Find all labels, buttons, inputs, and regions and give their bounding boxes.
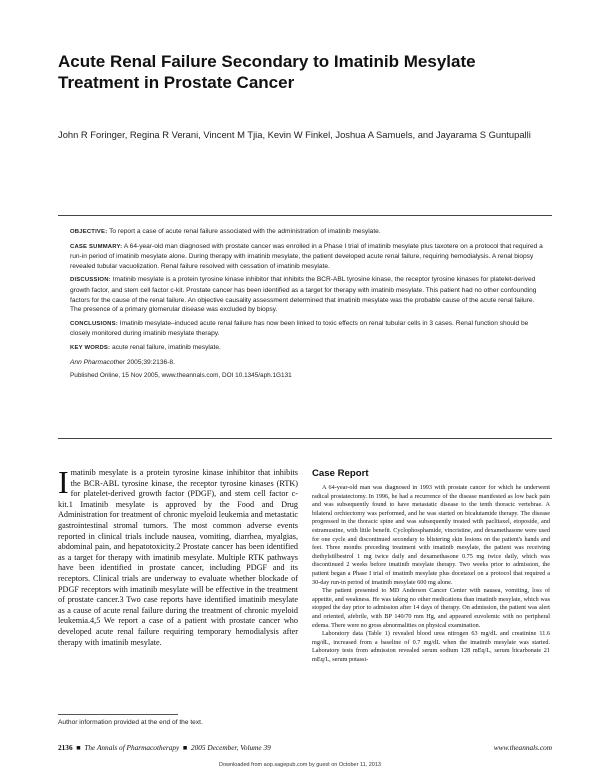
intro-text: matinib mesylate is a protein tyrosine kinase inhibitor that inhibits the BCR-ABL tyrosine kinase, the receptor tyrosine kinases (RTK) for platelet-derived growth factor (PDGF), and stem cell factor c-kit.1 Imatinib mesylate is approved by the Food and Drug Administration for treatment of chronic myeloid leukemia and metastatic gastrointestinal stromal tumors. The most common adverse events reported in clinical trials include nausea, vomiting, diarrhea, myalgias, abdominal pain, and hepatotoxicity.2 Prostate cancer has been identified as a target for therapy with imatinib mesylate. Multiple RTK pathways have been identified in prostate cancer, including PDGF and its receptors. Clinical trials are underway to evaluate whether blockade of PDGF receptors with imatinib mesylate will be effective in the treatment of prostate cancer.3 Two case reports have identified imatinib mesylate as a cause of acute renal failure during the treatment of chronic myeloid leukemia.4,5 We report a case of a patient with prostate cancer who developed acute renal failure requiring temporary hemodialysis after therapy with imatinib mesylate.: [58, 468, 298, 647]
abstract-conclusions: [70, 319, 544, 339]
discussion-label: DISCUSSION:: [70, 277, 111, 284]
case-report-heading: Case Report: [312, 468, 369, 479]
conclusions-text: Imatinib mesylate–induced acute renal failure has now been linked to toxic effects on renal tubular cells in 3 cases. Renal function should be closely monitored during imatinib mesylate therapy.: [70, 319, 529, 338]
abstract-case-summary: [70, 242, 544, 272]
published-online: Published Online, 15 Nov 2005, www.theannals.com, DOI 10.1345/aph.1G131: [70, 372, 292, 380]
objective-text: To report a case of acute renal failure associated with the administration of imatinib mesylate.: [109, 228, 381, 235]
case-report-paragraph-1: A 64-year-old man was diagnosed in 1993 with prostate cancer for which he underwent radical prostatectomy. In 1996, he had a recurrence of the disease manifested as low back pain and was subsequently found to have metastatic disease to the tenth thoracic vertebrae. A bilateral orchiectomy was performed, and he was started on bicalutamide therapy. The disease progressed in the thoracic spine and was subsequently treated with paclitaxel, etoposide, and estramustine, with little benefit. Cyclophosphamide, vincristine, and dexamethasone were used for one cycle and discontinued secondary to blistering skin lesions on the patient's hands and feet. Three months preceding treatment with imatinib mesylate, the patient was receiving diethylstilbestrol 1 mg twice daily and dexamethasone 0.75 mg twice daily, which was discontinued 2 weeks before imatinib mesylate therapy. Two weeks prior to admission, the patient began a Phase I trial of imatinib mesylate plus docetaxel on a protocol that required a 30-day run-in period of imatinib mesylate 600 mg alone.: [312, 484, 550, 586]
case-report-paragraph-3: Laboratory data (Table 1) revealed blood urea nitrogen 63 mg/dL and creatinine 11.6 mg/dL, increased from a baseline of 0.7 mg/dL when the imatinib mesylate was started. Laboratory tests from admission revealed serum sodium 128 mEq/L, serum bicarbonate 21 mEq/L, serum potassi-: [312, 630, 550, 663]
case-report-column: [312, 468, 550, 664]
discussion-text: Imatinib mesylate is a protein tyrosine kinase inhibitor that inhibits the BCR-ABL tyrosine kinase, the receptor tyrosine kinases for platelet-derived growth factor, and stem cell factor c-kit. Prostate cancer has been identified as a target for therapy with imatinib mesylate. This patient had no other confounding factors for the cause of the renal failure. An objective causality assessment determined that imatinib mesylate was the probable cause of the acute renal failure. The presence of a primary glomerular disease was excluded by biopsy.: [70, 276, 537, 314]
author-note: Author information provided at the end of the text.: [58, 719, 203, 726]
conclusions-label: CONCLUSIONS:: [70, 320, 118, 327]
page-number: 2136: [58, 743, 73, 752]
keywords-label: KEY WORDS:: [70, 344, 111, 351]
divider-top: [58, 215, 552, 216]
abstract-discussion: [70, 275, 544, 314]
objective-label: OBJECTIVE:: [70, 229, 108, 235]
author-list: John R Foringer, Regina R Verani, Vincent M Tjia, Kevin W Finkel, Joshua A Samuels, and Jayarama S Guntupalli: [58, 129, 531, 140]
citation: [70, 358, 544, 368]
download-notice: Downloaded from aop.sagepub.com by guest on October 11, 2013: [219, 762, 381, 768]
journal-issue: 2005 December, Volume 39: [190, 743, 271, 752]
drop-cap: I: [58, 464, 69, 500]
article-title: Acute Renal Failure Secondary to Imatinib Mesylate Treatment in Prostate Cancer: [58, 52, 476, 92]
citation-ref: 2005;39:2136-8.: [126, 358, 175, 366]
citation-journal: Ann Pharmacother: [70, 358, 125, 366]
footnote-divider: [58, 714, 178, 715]
abstract: [70, 227, 544, 385]
intro-column: [58, 464, 298, 648]
journal-site[interactable]: www.theannals.com: [493, 743, 552, 752]
abstract-objective: [70, 227, 544, 238]
abstract-keywords: [70, 343, 544, 354]
case-report-paragraph-2: The patient presented to MD Anderson Cancer Center with nausea, vomiting, loss of appetite, and weakness. He was taking no other medications than imatinib mesylate, which was stopped the day prior to admission after 14 days of therapy. On admission, the patient was alert and oriented, afebrile, with BP 140/70 mm Hg, and appeared euvolemic with no peripheral edema. There were no gross abnormalities on physical examination.: [312, 587, 550, 629]
case-summary-label: CASE SUMMARY:: [70, 243, 123, 250]
keywords-text: acute renal failure, imatinib mesylate.: [112, 343, 221, 351]
divider-mid: [58, 438, 552, 439]
page-footer: 2136 ■ The Annals of Pharmacotherapy ■ 2005 December, Volume 39 www.theannals.com: [58, 743, 552, 752]
journal-name: The Annals of Pharmacotherapy: [84, 743, 180, 752]
case-summary-text: A 64-year-old man diagnosed with prostate cancer was enrolled in a Phase I trial of imatinib mesylate plus taxotere on a protocol that required a run-in period of imatinib mesylate alone. During therapy with imatinib mesylate, the patient developed acute renal failure, requiring hemodialysis. A renal biopsy revealed tubular vacuolization. Renal failure resolved with cessation of imatinib mesylate.: [70, 242, 543, 270]
